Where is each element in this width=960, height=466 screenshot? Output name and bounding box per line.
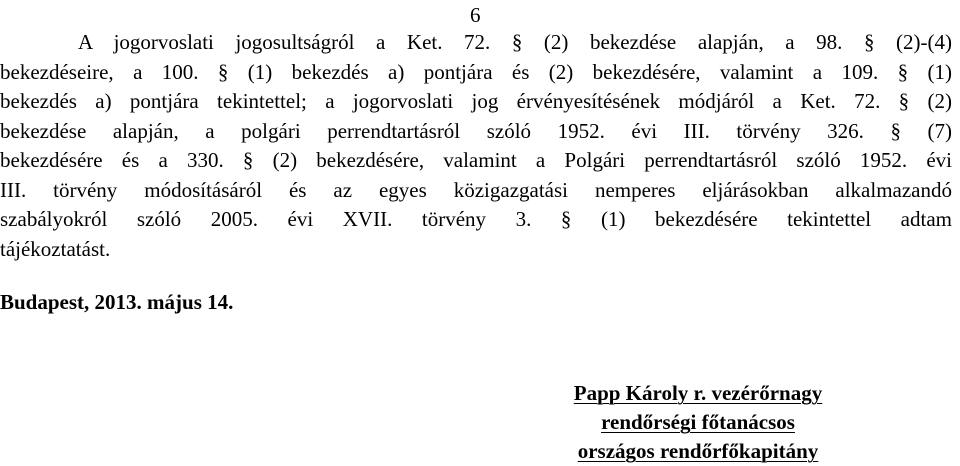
- place-date: Budapest, 2013. május 14.: [0, 290, 234, 314]
- signature-title: országos rendőrfőkapitány: [577, 439, 819, 463]
- body-paragraph: [0, 28, 952, 264]
- body-line: tájékoztatást.: [0, 236, 111, 261]
- body-line: bekezdése alapján, a polgári perrendtartásról szóló 1952. évi III. törvény 326. § (7): [0, 118, 952, 143]
- body-line: bekezdés a) pontjára tekintettel; a jogorvoslati jog érvényesítésének módjáról a Ket. 72. § (2): [0, 89, 952, 113]
- signature-rank: rendőrségi főtanácsos: [601, 410, 795, 434]
- signature-name: Papp Károly r. vezérőrnagy: [573, 381, 823, 405]
- signature-block: [540, 379, 856, 466]
- page-number: 6: [470, 3, 481, 27]
- body-line: A jogorvoslati jogosultságról a Ket. 72. § (2) bekezdése alapján, a 98. § (2)-(4): [78, 30, 952, 54]
- body-line: szabályokról szóló 2005. évi XVII. törvény 3. § (1) bekezdésére tekintettel adtam: [0, 207, 952, 231]
- body-line: III. törvény módosításáról és az egyes közigazgatási nemperes eljárásokban alkalmazandó: [0, 177, 952, 202]
- body-line: bekezdésére és a 330. § (2) bekezdésére, valamint a Polgári perrendtartásról szóló 1952. évi: [0, 148, 952, 172]
- body-line: bekezdéseire, a 100. § (1) bekezdés a) pontjára és (2) bekezdésére, valamint a 109. § (1): [0, 59, 952, 84]
